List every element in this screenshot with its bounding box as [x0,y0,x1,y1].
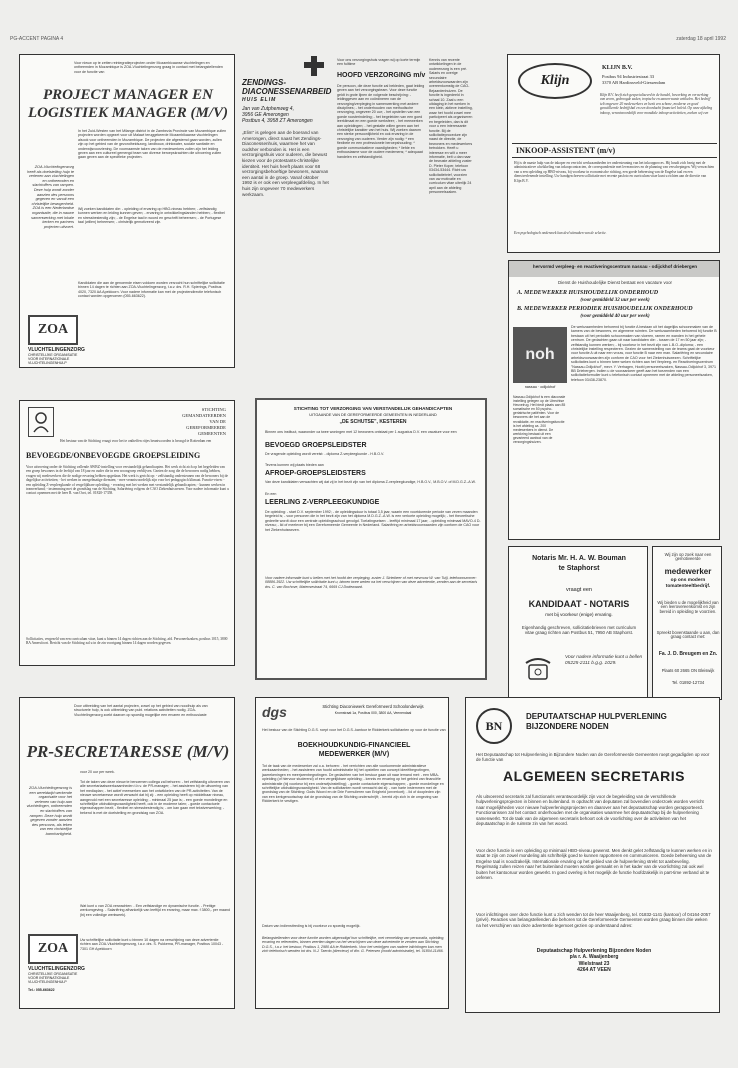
ad-bevoegde-groepsleiding [19,400,235,666]
ad-title: medewerker [664,567,712,576]
org-line-1: STICHTING [201,407,226,412]
ad-dgs [255,697,449,1009]
ad-nassau-odijckhof [508,260,720,540]
ad-title: ALGEMEEN SECRETARIS [503,768,685,784]
ad-title-line1: BOEKHOUDKUNDIG-FINANCIEEL [297,742,411,749]
ad-deputaatschap [465,697,720,1013]
zoa-logo-name: VLUCHTELINGENZORG [28,966,85,972]
ad-contact: Kandidaten die aan de genoemde eisen voldoen worden verzocht hun schriftelijke sollicitatie binnen 14 dagen te richten aan ZOA-Vluchtelingenzorg, t.a.v. drs. R.H. Spierings, Postbus 4020, 7320 AA Apeldoorn. Voor nadere informatie kan met de projectendirectie telefonisch contact worden opgenomen (055-663622). [78,281,225,299]
zoa-logo-mark: ZOA [28,315,78,345]
zoa-logo-mark: ZOA [28,934,78,964]
address-line-2: 3370 AB Hardinxveld-Giessendam [602,80,666,85]
address-block [476,948,712,974]
ad-info: Voor nadere informatie kunt u bellen 05225-2111 b.g.g. 1029. [565,655,643,666]
ad-de-schutse [255,398,487,680]
ad-title-line1: PROJECT MANAGER EN [42,87,214,103]
vacancy-3-body: De opleiding: - start D.V. september 1992; - de opleidingsduur is totaal 3,5 jaar, waarin een voortdurende periode van zeven maanden begeleid is; - voor personen die in het bezit zijn van het diploma M.D.G.Z.-A.W. is een verkorte opleiding mogelijk; - het theoretische gedeelte wordt door een centrale opleidingsschool gevolgd. Toelatingseisen: - leeftijd minimaal 17 jaar; - opleiding minimaal MAVO-4 D-niveau; - lid of meelever bij een Gereformeerde Gemeente in Nederland. Salariëring en arbeidsvoorwaarden zijn conform de CAO voor het Ziekenhuiswezen. [265,510,481,532]
org-address: Kromstraat 1a, Postbus 000, 3800 AA, Veenendaal [334,711,412,715]
ad-intro: Het Deputaatschap tot Hulpverlening in Bijzondere Noden van de Gereformeerde Gemeenten roept gegadigden op voor de functie van [476,752,710,763]
vacancy-a-title: A. MEDEWERKER HUISHOUDELIJK ONDERHOUD [517,290,659,296]
zoa-logo [28,934,84,992]
ad-small-print: Een psychologisch onderzoek kan deel uitmaken van de selectie. [514,231,607,235]
vacancy-b-hours: (voor gemiddeld 40 uur per week) [580,314,650,319]
deputaatschap-logo: BN [476,708,512,744]
ad-title: PR-SECRETARESSE (M/V) [26,742,230,761]
ad-contact: Voor nadere informatie kunt u bellen met het hoofd der verpleging, zuster J. Strietbeer of met mevrouw W. van Tuijl, telefoonnummer: 08886-3922. Uw schriftelijke sollicitatie kunt u, binnen twee weken na het verschijnen van deze advertentie, zenden aan de secretaris drs. C. van Bochove, Matensestraat 74, 6669 CJ Dodewaard. [265,576,478,589]
page-header-date: zaterdag 18 april 1992 [676,36,726,42]
ad-klijn [507,54,720,253]
noh-logo-caption: nassau · odijckhof [524,385,556,389]
org-name: Stichting Diaconiewerk Gereformeerd Schoolonderwijs [322,704,424,709]
klijn-logo: Klijn [518,63,592,99]
ad-body: Als uitvoerend secretaris zal functionaris verantwoordelijk zijn voor de begeleiding van de verschillende hulpverleningsprojecten in binnen en buitenland. In opdracht van deputaten zal bovendien onderzoek worden verricht naar mogelijkheden voor nieuwe hulpverleningsprojecten en daarover aan het deputaatschap worden gerapporteerd. Functionarissen zal het contact onderhouden met de organisaties waarmee het deputaatschap bij de hulpverlening samenwerkt. Tot de taak van de algemeen secretaris behoort ook de voorlichting over de activiteiten van het deputaatschap in de ruimste zin van het woord. [476,794,704,827]
ad-body-2: Voor deze functie is een opleiding op minimaal HBO-niveau gewenst. Men denkt gelet zelfstandig te kunnen werken en in staat te zijn om zowel mondeling als schriftelijk goed te kunnen rapporteren en communiceren. Goede beheersing van de Engelse taal is noodzakelijk. Internationale ervaring op het gebied van de hulpverlening strekt tot aanbeveling. Regelmatig zullen reizen naar het buitenland moeten worden gemaakt en in het kader van de voorlichting zal ook wel buiten het kantooruur worden gewerkt. In goed overleg is het mogelijk de functie hoofdzakelijk in part-time verband uit te oefenen. [476,848,712,881]
ad-zendings-diaconessen [240,54,333,266]
org-title-1: DEPUTAATSCHAP HULPVERLENING [526,712,667,721]
ad-zoa-project-manager [19,54,235,368]
phone-icon [523,653,553,683]
foundation-logo-icon [28,407,54,437]
vacancy-2-body: Van deze kandidaten verwachten wij dat zij in het bezit zijn van het diploma Z-verpleegkundige, H.B.O.V., M.B.O.V. of M.D.G.Z.-A.W. [265,480,476,484]
ad-zoa-pr-secretaresse [19,697,235,1009]
ad-body: De werkzaamheden behorend bij functie A bestaan uit het dagelijks schoonmaken van de kamers van de bewoners, en algemene ruimten. De werkzaamheden behorend bij functie B bestaan uit het periodiek schoonmaken van vloeren, ramen en wanden in het gehele centrum. De gedachten gaan uit naar kandidaten die: - tussen de 17 en 50 jaar zijn; - zelfstandig kunnen werken; - bij voorkeur in het bezit zijn van L.B.O.-diploma; - een christelijke instelling respecteren. Gezien de samenstelling van de teams gaat de voorkeur voor functie A uit naar een vrouw, voor functie B naar een man. Salariëring en secundaire arbeidsvoorwaarden zijn conform de CAO voor het Ziekenhuiswezen. Schriftelijke sollicitaties kunt u binnen twee weken richten aan het Verpleeg- en Reactiveringscentrum "Nassau-Odijckhof", mevr. Y. Verhagen, Hoofd personeelszaken, Nassau-Odijckhof 3, 3971 BB Driebergen. Indien u de vooraankeer geeft aan het toezenden van een sollicitatieformulier kunt u telefonisch contact opnemen met de afdeling personeelszaken, telefoon 03438-23870. [571,325,717,382]
ad-contact: Sollicitaties, vergezeld van een curriculum vitae, kunt u binnen 14 dagen richten aan de Stichting, afd. Personeelszaken, postbus 1015, 3800 BA Amersfoort. Bericht van de Stichting zal u in de zin voortgang binnen 14 dagen worden gegeven. [26,637,228,646]
vacancy-2-more: En een [265,492,277,496]
vacancy-1-body: De vragende opleiding wordt vereist: - diploma Z-verpleegkunde - H.B.O.V. [265,452,385,456]
ad-contact: Voor inlichtingen over deze functie kunt u zich wenden tot de heer Waaijenberg, tel. 01832-1141 (kantoor) of 04164-2057 (privé). Reacties van belangstellenden die behoren tot de Gereformeerde Gemeenten worden graag binnen drie weken na het verschijnen van deze advertentie tegemoet gezien op onderstaand adres: [476,912,711,928]
ad-title: KANDIDAAT - NOTARIS [528,599,630,609]
org-line-5: GEMEENTEN [197,431,226,436]
vacancy-1-title: BEVOEGD GROEPSLEIDSTER [265,442,367,449]
dgs-logo: dgs [262,704,287,720]
address-line-1: Deputaatschap Hulpverlening Bijzondere Noden [536,948,652,954]
address-line-4: 4264 AT VEEN [577,967,611,974]
vacancy-b-title: B. MEDEWERKER PERIODIEK HUISHOUDELIJK ONDERHOUD [517,306,693,312]
ad-requirements: Wij zoeken kandidaten die: - opleiding of ervaring op HBO-niveau hebben; - zelfstandig kunnen werken en leiding kunnen geven; - ervaring in ontwikkelingslanden hebben; - flexibel en stressbestendig zijn; - de Engelse taal in woord en geschrift beheersen; - de Portugese taal (willen) beheersen; - christelijk gemotiveerd zijn. [78,207,225,225]
org-name-1: ZENDINGS- [242,78,286,87]
address-line-3: Wielstraat 23 [578,960,610,967]
ad-intro: Binnen ons instituut, waaronder ca twee woningen met 12 bewoners ontstaat per 1 augustus D.V. een vacature voor een [265,430,457,434]
ad-body: Wij bieden u de mogelijkheid van een leerovereenkomst en zijn bereid in opleiding te voorzien. [657,600,719,614]
cross-logo-icon [302,56,328,76]
noh-logo: noh [513,327,567,383]
address-line-2: p/a r. A. Waaijenberg [569,954,619,961]
ad-contact: Uw schriftelijke sollicitatie kunt u binnen 10 dagen na verschijning van deze advertentie richten aan ZOA-Vluchtelingenzorg, t.a.v. drs. S. Pukkema, PR-manager, Postbus 10043 - 7301 GH Apeldoorn [80,938,224,951]
ad-body: Voor uitvoering onder de Stichting vallende AWBZ-instelling voor verstandelijk gehandicapten. Het werk richt zich op het begeleiden van een groep bewoners in de leeftijd van 18 jaar en ouder die in een woongroep verblijven. Gezien de zorg die de bewoners nodig hebben, vragen wij medewerkers die de nodige ervaring hebben opgedaan. Het werk is gericht op: - zelfstandig ondersteunen van de bewoners bij de dagelijkse activiteiten; - het werken in onregelmatige diensten; - mee verantwoordelijk zijn voor het pedagogisch klimaat. Functie-eisen: - een opleiding Z-verpleegkunde of vergelijkbare opleiding; - ervaring met het werken met verstandelijk gehandicapten; - kunnen werken in teamverband; - instemming met de grondslag van de Stichting. Salariëring volgens de CAO Ziekenhuiswezen. Voor nadere informatie kunt u contact opnemen met de heer R. van Oort, tel. 01820-17358. [26,465,229,496]
vacancy-a-hours: (voor gemiddeld 32 uur per week) [580,298,650,303]
address-line-1: Jan van Zutphenweg 4, [242,106,294,112]
ad-intro: Het bestuur van de Stichting D.G.S. roept voor het D.G.S.-kantoor te Ridderkerk sollicitanten op voor de functie van [262,728,446,732]
ad-body: Eigenhandig geschreven, sollicitatiebrieven met curriculum vitae graag richten aan Postbus 51, 7950 AB Staphorst. [521,625,637,636]
ad-breugem [652,546,722,700]
ad-lead: Dienst de Huishoudelijke Dienst bestaat een vacature voor [558,280,672,285]
company-name: KLIJN B.V. [602,65,633,71]
company-address: Plaats 60 2665 ON Bleiswijk [661,668,715,673]
ad-title: HOOFD VERZORGING m/v [337,72,426,79]
ad-offer: Wat kunt u van ZOA verwachten: - Een zelfstandige en dynamische functie. - Prettige werkomgeving. - Salariëring afhankelijk van leeftijd en ervaring, maar max. f 3800,- per maand (bij een volledige werkweek). [80,904,231,917]
ad-body: In het Zuid-Westen van het Milange district in de Zambezia Provincie van Mozambique zullen projecten worden opgezet voor uit Malawi teruggekeerde Mozambikaanse vluchtelingen alsook voor ontheemden in Mozambique. De projecten die afgestemd gaan worden, zullen zijn op het gebied van de gezondheidszorg, landbouw, drinkwater, sociale sanitatie en onderwijsvoorziening. De voornaamste taken van de medewerkers zullen zijn het leiding geven aan een cultureel gemengd team van diverse beroepskrachten die uitvoering zullen gaan geven aan de specifieke projecten. [78,129,227,160]
address-line-1: Postbus 94 Industriestraat 33 [602,74,655,79]
ad-title: INKOOP-ASSISTENT (m/v) [512,143,717,158]
ad-body: „Elim" is gelegen aan de boerand van Amerongen, direct naast het Zendings-Diaconessenhuis, waarmee het van oudsher verbonden is. Het is een verzorgingshuis voor ouderen, die bewust kiezen voor de protestants-christelijke identiteit. Het huis heeft plaats voor 68 verzorgingsbehoeftige bewoners, waarvan een aantal in de groep. Vanaf oktober 1992 is er ook een verpleegafdeling. In het huis zijn ongeveer 70 medewerkers werkzaam. [242,130,329,197]
ad-intro: Voor nieuw op te zetten reintegratieprojecten onder Mozambicaanse vluchtelingen en ontheemden in Mozambique is ZOA-Vluchtelingenzorg graag in contact met belangstellenden voor de functie van [74,61,223,74]
ad-intro: Het bestuur van de Stichting vraagt voor het te ontheffen ritjes beantwoorden is beoogd te Rotterdam een [60,439,212,443]
vacancy-2-title: AFROEP-GROEPSLEIDSTERS [265,470,366,477]
ad-title-line2: LOGISTIEK MANAGER (M/V) [27,105,229,121]
ad-col2: Kennis van recente ontwikkelingen in de ouderenzorg is een pré. Salaris en overige secundaire arbeidsvoorwaarden zijn overeenkomstig de CAO-Bejaardenhuizen. De functie is ingedeeld in schaal 10. Zaal u een uitdaging in het werken in een klein, aktieve instelling, waar het hoofd zowel mee participeert als organiseren en begeleiden, dan is dit voor u een interessante functie. Bij de sollicitatieprocedure zijn naast de directie, de bewoners en medewerkers betrokken. Heeft u interesse en wilt u meer informatie, belt u dan naar de bewuste afdeling zuster D. Pieter Koper, telefoon 03434-53444. Richt uw sollicitatiebrief, voorzien van uw motivatie en curriculum vitae uiterlijk 24 april aan de afdeling personeelszaken. [429,58,473,195]
org-name-3: HUIS ELIM [242,97,277,103]
ad-body: De persoon, die deze functie zal bekleden, gaat leiding geven aan het verzorgingsteam. Voor deze functie geldt in grote lijnen de volgende beschrijving: - leidinggeven aan en coördineren van de verzorging/verpleging in samenwerking met andere disciplines; - het onderhouden van methodische verzorging, ongeveer 20 uur; - het opstellen van een goede roosterindeling; - het begeleiden van een goed leerklimaat en een goede werksfeer; - het meewerken aan opleidingen; - het gestalte willen geven aan het christelijke karakter van het huis. Wij zoeken daarom een sterke persoonlijkheid en ook ervaring in de verzorging van ouderen. Verder zijn nodig: * een flexibele en een professionele beroepshouding; * goede communicatieve vaardigheden; * liefde en enthousiasme voor de oudere medemens; * adequaat handelen en zelfstandigheid. [337,84,425,159]
header-band: hervormd verpleeg- en reactiveringscentrum nassau - odijckhof driebergen [509,261,720,277]
org-line-4: GEREFORMEERDE [186,425,226,430]
company-name: Fa. J. D. Breugem en Zn. [658,651,718,657]
notary-place: te Staphorst [558,565,600,572]
org-sub: UITGAANDE VAN DE GEREFORMEERDE GEMEENTEN IN NEDERLAND [309,413,437,417]
org-line-2: GEMANDATEERDEN [182,413,226,418]
zoa-logo-subtitle: CHRISTELIJKE ORGANISATIE VOOR INTERNATIONALE VLUCHTELINGENHULP [28,353,78,365]
org-line-3: VAN DE [209,419,226,424]
ad-intro: Voor ons verzorgingshuis vragen wij op korte termijn een fulltime [337,58,421,67]
ad-hoofd-verzorging [333,54,475,266]
company-phone: Tel. 01892-12734 [671,680,705,685]
ad-subtitle: met bij voorkeur (enige) ervaring. [545,612,613,617]
vacancy-3-title: LEERLING Z-VERPLEEGKUNDIGE [265,499,380,506]
ad-side-text: Nassau-Odijckhof is een diaconale instelling gelegen op de Utrechtse Heuvelrug. Het biedt plaats aan 85 somatische en 50 psycho-geriatrische patiënten. Voor de bewoners die het aan de revalidatie- en reactiveringsfunctie is het afdeling ca. 200 medewerkers in dienst. De werkkring bestaat uit een gevarieerd aanbod van de verzorgingshuizen. [513,395,566,445]
zoa-logo-subtitle: CHRISTELIJKE ORGANISATIE VOOR INTERNATIONALE VLUCHTELINGENHULP [28,972,78,984]
address-line-2: 3956 GE Amerongen [242,112,289,118]
ad-side-text: ZOA-Vluchtelingenzorg is een wereldwijd werkende organisatie voor het verlenen van hulp aan vluchtelingen, ontheemden en slachtoffers van rampen. Deze hulp wordt gegeven zonder aanzien des persoons, als teken van een christelijke barmhartigheid. [26,786,72,836]
address-line-3: Postbus 4, 3958 ZT Amerongen [242,118,313,124]
zoa-phone: Tel.: 055-663622 [28,988,55,992]
ad-title-line2: MEDEWERKER (M/V) [318,751,390,758]
vacancy-1-more: Tevens kunnen wij plaats bieden aan [265,463,324,467]
ad-side-text: ZOA-Vluchtelingenzorg heeft als doelstelling hulp te verlenen aan vluchtelingen en ontheemden en slachtoffers van rampen. Deze hulp wordt zonder aanzien des persoons gegeven en vanuit een christelijke bewogenheid. ZOA is een Nederlandse organisatie, die in nauwe samenwerking met lokale kerken en partners projecten uitvoert. [27,165,74,229]
ad-body: Klijn B.V. heeft zich gespecialiseerd in de handel, bewerking en verwerking van zeven, gedroogde zaden, tropische en aanverwante artikelen. Het bedrijf telt ongeveer 20 medewerkers en bezit een schone, moderne en goed geoutilleerde bedrijfshal en een doordacht financieel beleid. Op onze afdeling inkoop, verantwoordelijk voor mondiale inkoop-activiteiten, zoeken wij een [600,93,713,115]
page-header-left: PG-ACCENT PAGINA 4 [10,36,64,42]
notary-name: Notaris Mr. H. A. W. Bouman [532,555,626,562]
ad-body: Tot de taken van deze nieuw te benoemen collega zal behoren: - het zelfstandig uitvoeren van alle secretariaatswerkzaamheden t.b.v. de PR-manager; - het assisteren bij de uitvoering van het mediaplan; - het actief meewerken aan het ontwikkelen van de PR-activiteiten. Van de nieuwe secretaresse wordt verwacht dat hij zij: - een opleiding heeft op middelbaar niveau, aangevuld met een secretaresse opleiding; - minimaal 25 jaar is; - een goede mondelinge en schriftelijke uitdrukkingsvaardigheid heeft, ook in de moderne talen; - goede contactuele eigenschappen bezit; - flexibel en stressbestendig is; - om kan gaan met tekstverwerking; - bekend is met de doelstelling en grondslag van ZOA. [80,780,230,815]
ad-contact: Belangstellenden voor deze functie worden uitgenodigd hun schriftelijke, met vermelding van personalia, opleiding, ervaring en referenties, binnen veertien dagen na het verschijnen van deze advertentie te zenden aan Stichting D.G.S., t.a.v. het bestuur, Postbus 1, 2980 AA te Ridderkerk. Voor het verkrijgen van nadere inlichtingen kan men zich telefonisch wenden tot drs. N.J. Taerdo (directeur) of dhr. G. Petersen (hoofd administratie), tel. 01804-11466. [262,936,445,954]
org-name-2: DIACONESSENARBEID [242,87,332,96]
ad-start-date: Datum van indiensttreding is bij voorkeur zo spoedig mogelijk. [262,924,361,928]
ad-subtitle: op ons modern tomatenteeltbedrijf. [665,578,711,589]
ad-ask: vraagt een [566,587,592,593]
ad-body-2: Hij is de naaste hulp van de inkoper en verricht werkzaamheden ter ondersteuning van het inkoopproces. Hij houdt zich bezig met de administratieve afwikkeling van inkoopcontracten, de correspondentie met leveranciers en de planning van verschepingen. Wij verwachten van u een opleiding op HBO-niveau, bij voorkeur in economische richting, een goede beheersing van de Engelse taal en een dienstverlenende instelling. Uw handgeschreven sollicitatie met recente pasfoto en curriculum vitae kunt u richten aan de directie van Klijn B.V. [514,161,714,183]
zoa-logo [28,315,84,365]
org-name: STICHTING TOT VERZORGING VAN VERSTANDELIJK GEHANDICAPTEN [293,406,453,411]
org-title-2: BIJZONDERE NODEN [526,722,609,731]
ad-intro: Door uitbreiding van het aantal projecten, zowel op het gebied van noodhulp als van structurele hulp, is ook uitbreiding van publ. relations activiteiten nodig. ZOA-Vluchtelingenzorg zoekt daarom op spoedig mogelijke een ervaren en enthousiaste [74,704,208,717]
ad-body: Tot de taak van de medewerker zal o.a. behoren: - het verrichten van alle voorkomende administratieve werkzaamheden; - het assisteren van hoofd administratie bij het opstellen van concept ideeëlbegrotingen, jaarrekeningen en meerjarenbegrotingen. De gedachten van het bestuur gaan uit naar iemand met: - een MBA-opleiding (of hiervoor studerend) of een vergelijkbare opleiding; - kennis en ervaring op het gebied van financiële administratie (bij voorkeur bij een onderwijsinstelling); - goede contactuele eigenschappen; - goede mondelinge en schriftelijke uitdrukkingsvaardigheid. Van de sollicitanten wordt verwacht dat zij: - van harte instemmen met de grondslag van de Stichting: Gods Woord en de Drie Formulieren van Enigheid (onverkort); - lid of doopleden zijn van een kerkgenootschap dat de grondslag van de Stichting onderschrijft; - bereid zijn zich in de omgeving van Ridderkerk te vestigen. [262,764,444,804]
ad-notaris-bouman [508,546,648,700]
ad-intro: Wij zijn op zoek naar een gemotiveerde [664,552,712,562]
ad-cta: Spreekt bovenstaande u aan, dan graag contact met: [656,630,720,640]
org-block [182,407,226,437]
org-place: „DE SCHUTSE", KESTEREN [339,419,407,425]
ad-hours: voor 20 uur per week. [80,770,115,774]
zoa-logo-name: VLUCHTELINGENZORG [28,347,85,353]
ad-title: BEVOEGDE/ONBEVOEGDE GROEPSLEIDING [26,451,201,460]
